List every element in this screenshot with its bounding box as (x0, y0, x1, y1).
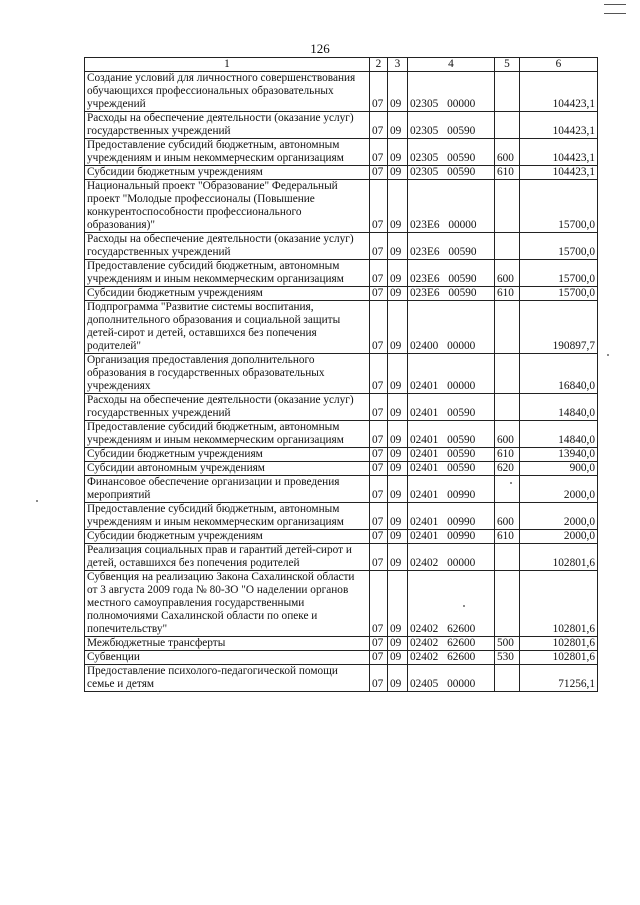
table-row (85, 462, 598, 476)
table-row (85, 139, 598, 166)
page-number: 126 (310, 41, 330, 56)
scan-speck (36, 500, 38, 502)
row-c6-cell: 190897,7 (520, 301, 598, 354)
row-c2-cell: 07 (370, 530, 388, 544)
row-c5-cell (495, 301, 520, 354)
row-name-cell: Субсидии бюджетным учреждениям (85, 448, 370, 462)
row-c5-cell (495, 233, 520, 260)
row-c4-cell: 02305 00590 (408, 112, 495, 139)
row-c6-cell: 15700,0 (520, 180, 598, 233)
row-name-cell: Субсидии автономным учреждениям (85, 462, 370, 476)
row-name-cell: Межбюджетные трансферты (85, 637, 370, 651)
row-c2-cell: 07 (370, 72, 388, 112)
row-c6-cell: 13940,0 (520, 448, 598, 462)
row-c2-cell: 07 (370, 180, 388, 233)
row-c2-cell: 07 (370, 301, 388, 354)
table-row (85, 260, 598, 287)
row-name-cell: Предоставление субсидий бюджетным, автономным учреждениям и иным некоммерческим организациям (85, 421, 370, 448)
row-c6-cell: 102801,6 (520, 651, 598, 665)
scan-speck (463, 605, 465, 607)
row-c5-cell: 600 (495, 260, 520, 287)
row-c4-cell: 02305 00590 (408, 166, 495, 180)
row-c2-cell: 07 (370, 476, 388, 503)
row-c4-cell: 02305 00590 (408, 139, 495, 166)
row-name-cell: Субвенция на реализацию Закона Сахалинской области от 3 августа 2009 года № 80-ЗО "О наделении органов местного самоуправления государственными полномочиями Сахалинской области по опеке и попечительству" (85, 571, 370, 637)
row-c3-cell: 09 (388, 72, 408, 112)
row-c4-cell: 02402 62600 (408, 651, 495, 665)
row-c2-cell: 07 (370, 462, 388, 476)
row-c2-cell: 07 (370, 260, 388, 287)
row-c2-cell: 07 (370, 112, 388, 139)
scan-speck (607, 354, 609, 356)
table-header-row (85, 58, 598, 72)
row-c5-cell (495, 544, 520, 571)
row-c5-cell (495, 354, 520, 394)
table-body (85, 72, 598, 692)
table-row (85, 651, 598, 665)
row-c5-cell: 610 (495, 166, 520, 180)
row-c2-cell: 07 (370, 448, 388, 462)
row-name-cell: Создание условий для личностного совершенствования обучающихся профессиональных образовательных учреждений (85, 72, 370, 112)
row-c2-cell: 07 (370, 421, 388, 448)
row-c4-cell: 02401 00990 (408, 476, 495, 503)
row-c5-cell (495, 476, 520, 503)
row-name-cell: Организация предоставления дополнительного образования в государственных образовательных учреждениях (85, 354, 370, 394)
budget-table (84, 57, 598, 692)
header-cell: 3 (388, 58, 408, 72)
row-name-cell: Субсидии бюджетным учреждениям (85, 530, 370, 544)
header-cell: 4 (408, 58, 495, 72)
row-c6-cell: 71256,1 (520, 665, 598, 692)
row-c4-cell: 02401 00590 (408, 462, 495, 476)
header-cell: 2 (370, 58, 388, 72)
row-c4-cell: 023E6 00590 (408, 260, 495, 287)
table-row (85, 72, 598, 112)
row-c6-cell: 15700,0 (520, 260, 598, 287)
row-c3-cell: 09 (388, 544, 408, 571)
table-row (85, 166, 598, 180)
row-c3-cell: 09 (388, 421, 408, 448)
row-c3-cell: 09 (388, 476, 408, 503)
row-c5-cell: 610 (495, 530, 520, 544)
row-c5-cell: 500 (495, 637, 520, 651)
row-c6-cell: 102801,6 (520, 571, 598, 637)
row-c5-cell: 600 (495, 421, 520, 448)
row-c3-cell: 09 (388, 448, 408, 462)
row-c3-cell: 09 (388, 462, 408, 476)
row-name-cell: Предоставление субсидий бюджетным, автономным учреждениям и иным некоммерческим организациям (85, 139, 370, 166)
row-c3-cell: 09 (388, 233, 408, 260)
row-c2-cell: 07 (370, 287, 388, 301)
row-name-cell: Субсидии бюджетным учреждениям (85, 166, 370, 180)
row-c3-cell: 09 (388, 260, 408, 287)
row-c6-cell: 102801,6 (520, 637, 598, 651)
row-c4-cell: 02401 00590 (408, 448, 495, 462)
row-c4-cell: 02305 00000 (408, 72, 495, 112)
row-c3-cell: 09 (388, 139, 408, 166)
row-c6-cell: 14840,0 (520, 394, 598, 421)
row-name-cell: Расходы на обеспечение деятельности (оказание услуг) государственных учреждений (85, 112, 370, 139)
row-c4-cell: 023E6 00000 (408, 180, 495, 233)
row-c6-cell: 14840,0 (520, 421, 598, 448)
row-name-cell: Расходы на обеспечение деятельности (оказание услуг) государственных учреждений (85, 233, 370, 260)
table-row (85, 287, 598, 301)
row-c3-cell: 09 (388, 394, 408, 421)
row-c3-cell: 09 (388, 301, 408, 354)
scan-speck (510, 482, 512, 484)
row-name-cell: Национальный проект "Образование" Федеральный проект "Молодые профессионалы (Повышение конкурентоспособности профессионального образования)" (85, 180, 370, 233)
table-row (85, 180, 598, 233)
row-c3-cell: 09 (388, 354, 408, 394)
table-row (85, 503, 598, 530)
table-row (85, 665, 598, 692)
row-name-cell: Субвенции (85, 651, 370, 665)
row-c4-cell: 023E6 00590 (408, 287, 495, 301)
row-c4-cell: 02405 00000 (408, 665, 495, 692)
table-row (85, 301, 598, 354)
row-c5-cell (495, 180, 520, 233)
row-name-cell: Финансовое обеспечение организации и проведения мероприятий (85, 476, 370, 503)
table-row (85, 571, 598, 637)
row-c2-cell: 07 (370, 354, 388, 394)
row-c3-cell: 09 (388, 571, 408, 637)
row-c6-cell: 15700,0 (520, 233, 598, 260)
row-c5-cell: 620 (495, 462, 520, 476)
row-c3-cell: 09 (388, 287, 408, 301)
row-c3-cell: 09 (388, 166, 408, 180)
table-row (85, 544, 598, 571)
row-c5-cell: 600 (495, 503, 520, 530)
row-c4-cell: 02401 00990 (408, 530, 495, 544)
row-c4-cell: 02402 62600 (408, 571, 495, 637)
row-c6-cell: 104423,1 (520, 139, 598, 166)
table-row (85, 637, 598, 651)
row-c2-cell: 07 (370, 166, 388, 180)
row-name-cell: Предоставление субсидий бюджетным, автономным учреждениям и иным некоммерческим организациям (85, 503, 370, 530)
row-c6-cell: 102801,6 (520, 544, 598, 571)
row-c3-cell: 09 (388, 530, 408, 544)
row-c3-cell: 09 (388, 503, 408, 530)
row-c4-cell: 02401 00000 (408, 354, 495, 394)
row-c2-cell: 07 (370, 571, 388, 637)
row-c4-cell: 023E6 00590 (408, 233, 495, 260)
row-c6-cell: 104423,1 (520, 112, 598, 139)
row-c3-cell: 09 (388, 637, 408, 651)
row-c2-cell: 07 (370, 233, 388, 260)
row-c5-cell: 610 (495, 287, 520, 301)
row-c6-cell: 900,0 (520, 462, 598, 476)
row-c6-cell: 16840,0 (520, 354, 598, 394)
table-row (85, 476, 598, 503)
row-c6-cell: 2000,0 (520, 503, 598, 530)
row-c3-cell: 09 (388, 651, 408, 665)
row-c6-cell: 2000,0 (520, 530, 598, 544)
row-c4-cell: 02402 00000 (408, 544, 495, 571)
row-name-cell: Предоставление субсидий бюджетным, автономным учреждениям и иным некоммерческим организациям (85, 260, 370, 287)
row-c5-cell: 610 (495, 448, 520, 462)
row-c2-cell: 07 (370, 503, 388, 530)
row-c5-cell: 600 (495, 139, 520, 166)
row-c4-cell: 02401 00590 (408, 394, 495, 421)
row-c6-cell: 104423,1 (520, 72, 598, 112)
row-c2-cell: 07 (370, 394, 388, 421)
row-c4-cell: 02400 00000 (408, 301, 495, 354)
table-row (85, 112, 598, 139)
row-c4-cell: 02401 00590 (408, 421, 495, 448)
row-c5-cell (495, 394, 520, 421)
row-c5-cell (495, 665, 520, 692)
row-c5-cell (495, 112, 520, 139)
row-c2-cell: 07 (370, 544, 388, 571)
row-name-cell: Реализация социальных прав и гарантий детей-сирот и детей, оставшихся без попечения родителей (85, 544, 370, 571)
table-row (85, 530, 598, 544)
header-cell: 6 (520, 58, 598, 72)
row-c2-cell: 07 (370, 665, 388, 692)
table-row (85, 354, 598, 394)
row-c2-cell: 07 (370, 651, 388, 665)
row-c4-cell: 02402 62600 (408, 637, 495, 651)
scan-corner-mark (604, 4, 626, 14)
row-c2-cell: 07 (370, 637, 388, 651)
row-c5-cell (495, 72, 520, 112)
row-c3-cell: 09 (388, 112, 408, 139)
row-name-cell: Субсидии бюджетным учреждениям (85, 287, 370, 301)
table-row (85, 421, 598, 448)
row-name-cell: Предоставление психолого-педагогической помощи семье и детям (85, 665, 370, 692)
row-c6-cell: 15700,0 (520, 287, 598, 301)
row-c6-cell: 104423,1 (520, 166, 598, 180)
row-name-cell: Подпрограмма "Развитие системы воспитания, дополнительного образования и социальной защиты детей-сирот и детей, оставшихся без попечения родителей" (85, 301, 370, 354)
row-c2-cell: 07 (370, 139, 388, 166)
row-c3-cell: 09 (388, 665, 408, 692)
row-c6-cell: 2000,0 (520, 476, 598, 503)
row-c4-cell: 02401 00990 (408, 503, 495, 530)
table-row (85, 394, 598, 421)
row-name-cell: Расходы на обеспечение деятельности (оказание услуг) государственных учреждений (85, 394, 370, 421)
row-c5-cell (495, 571, 520, 637)
row-c5-cell: 530 (495, 651, 520, 665)
table-row (85, 233, 598, 260)
header-cell: 1 (85, 58, 370, 72)
table-row (85, 448, 598, 462)
header-cell: 5 (495, 58, 520, 72)
row-c3-cell: 09 (388, 180, 408, 233)
